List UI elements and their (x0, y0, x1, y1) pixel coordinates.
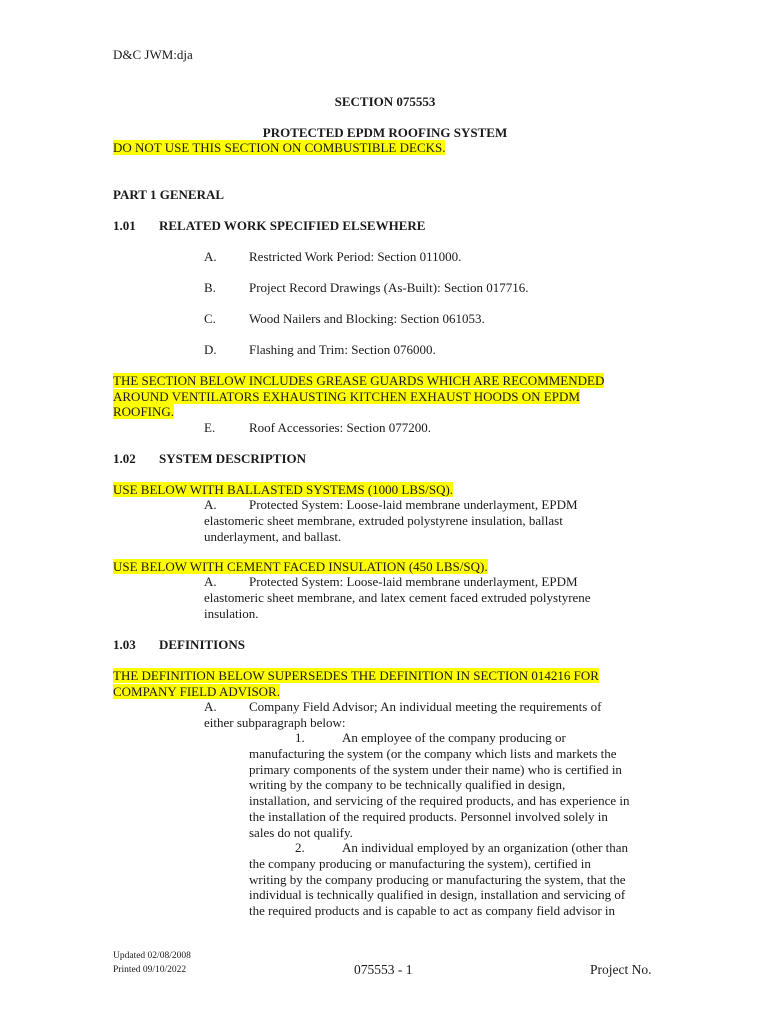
article-number-102: 1.02 (113, 451, 136, 466)
footer-page-number: 075553 - 1 (354, 962, 413, 977)
subitem-103-a-2: 2. An individual employed by an organization (other than the company producing or manufacturing the system), certified in writing by the company producing or manufacturing the system, that the individual is technically qualified in design, installation and servicing of the required products and is capable to act as company field advisor in (249, 840, 629, 919)
footer-project-number: Project No. (590, 962, 652, 977)
article-title-101: RELATED WORK SPECIFIED ELSEWHERE (159, 218, 426, 233)
editor-note-combustible: DO NOT USE THIS SECTION ON COMBUSTIBLE DECKS. (113, 140, 446, 155)
subitem-103-a-1: 1. An employee of the company producing or manufacturing the system (or the company which lists and markets the primary components of the system under their name) who is certified in writing by the company to be technically qualified in design, installation, and servicing of the required products, and has experience in the installation of the required products. Personnel involved solely in sales do not qualify. (249, 730, 630, 840)
editor-note-field-advisor: THE DEFINITION BELOW SUPERSEDES THE DEFINITION IN SECTION 014216 FOR COMPANY FIELD ADVISOR. (113, 668, 599, 699)
part-heading: PART 1 GENERAL (113, 187, 225, 202)
editor-note-ballasted: USE BELOW WITH BALLASTED SYSTEMS (1000 LBS/SQ). (113, 482, 454, 497)
editor-note-cement-faced: USE BELOW WITH CEMENT FACED INSULATION (450 LBS/SQ). (113, 559, 488, 574)
list-item-103-a: A. Company Field Advisor; An individual meeting the requirements of either subparagraph below: (204, 699, 602, 730)
list-item-101-e: E. Roof Accessories: Section 077200. (204, 420, 431, 435)
section-number: SECTION 075553 (334, 94, 436, 109)
list-item-101-a: A. Restricted Work Period: Section 011000. (204, 249, 462, 264)
editor-note-grease-guards: THE SECTION BELOW INCLUDES GREASE GUARDS WHICH ARE RECOMMENDED AROUND VENTILATORS EXHAUSTING KITCHEN EXHAUST HOODS ON EPDM ROOFING. (113, 373, 605, 419)
list-item-101-c: C. Wood Nailers and Blocking: Section 061053. (204, 311, 485, 326)
list-item-102-a-cement: A. Protected System: Loose-laid membrane underlayment, EPDM elastomeric sheet membrane, and latex cement faced extruded polystyrene insulation. (204, 574, 591, 621)
list-item-101-b: B. Project Record Drawings (As-Built): Section 017716. (204, 280, 529, 295)
article-title-102: SYSTEM DESCRIPTION (159, 451, 307, 466)
section-title: PROTECTED EPDM ROOFING SYSTEM (262, 125, 508, 140)
article-number-103: 1.03 (113, 637, 136, 652)
footer-updated-date: Updated 02/08/2008 (113, 951, 191, 961)
author-initials: D&C JWM:dja (113, 47, 193, 62)
article-number-101: 1.01 (113, 218, 136, 233)
article-title-103: DEFINITIONS (159, 637, 245, 652)
list-item-101-d: D. Flashing and Trim: Section 076000. (204, 342, 436, 357)
footer-printed-date: Printed 09/10/2022 (113, 965, 187, 975)
list-item-102-a-ballasted: A. Protected System: Loose-laid membrane underlayment, EPDM elastomeric sheet membrane, extruded polystyrene insulation, ballast underlayment, and ballast. (204, 497, 578, 544)
